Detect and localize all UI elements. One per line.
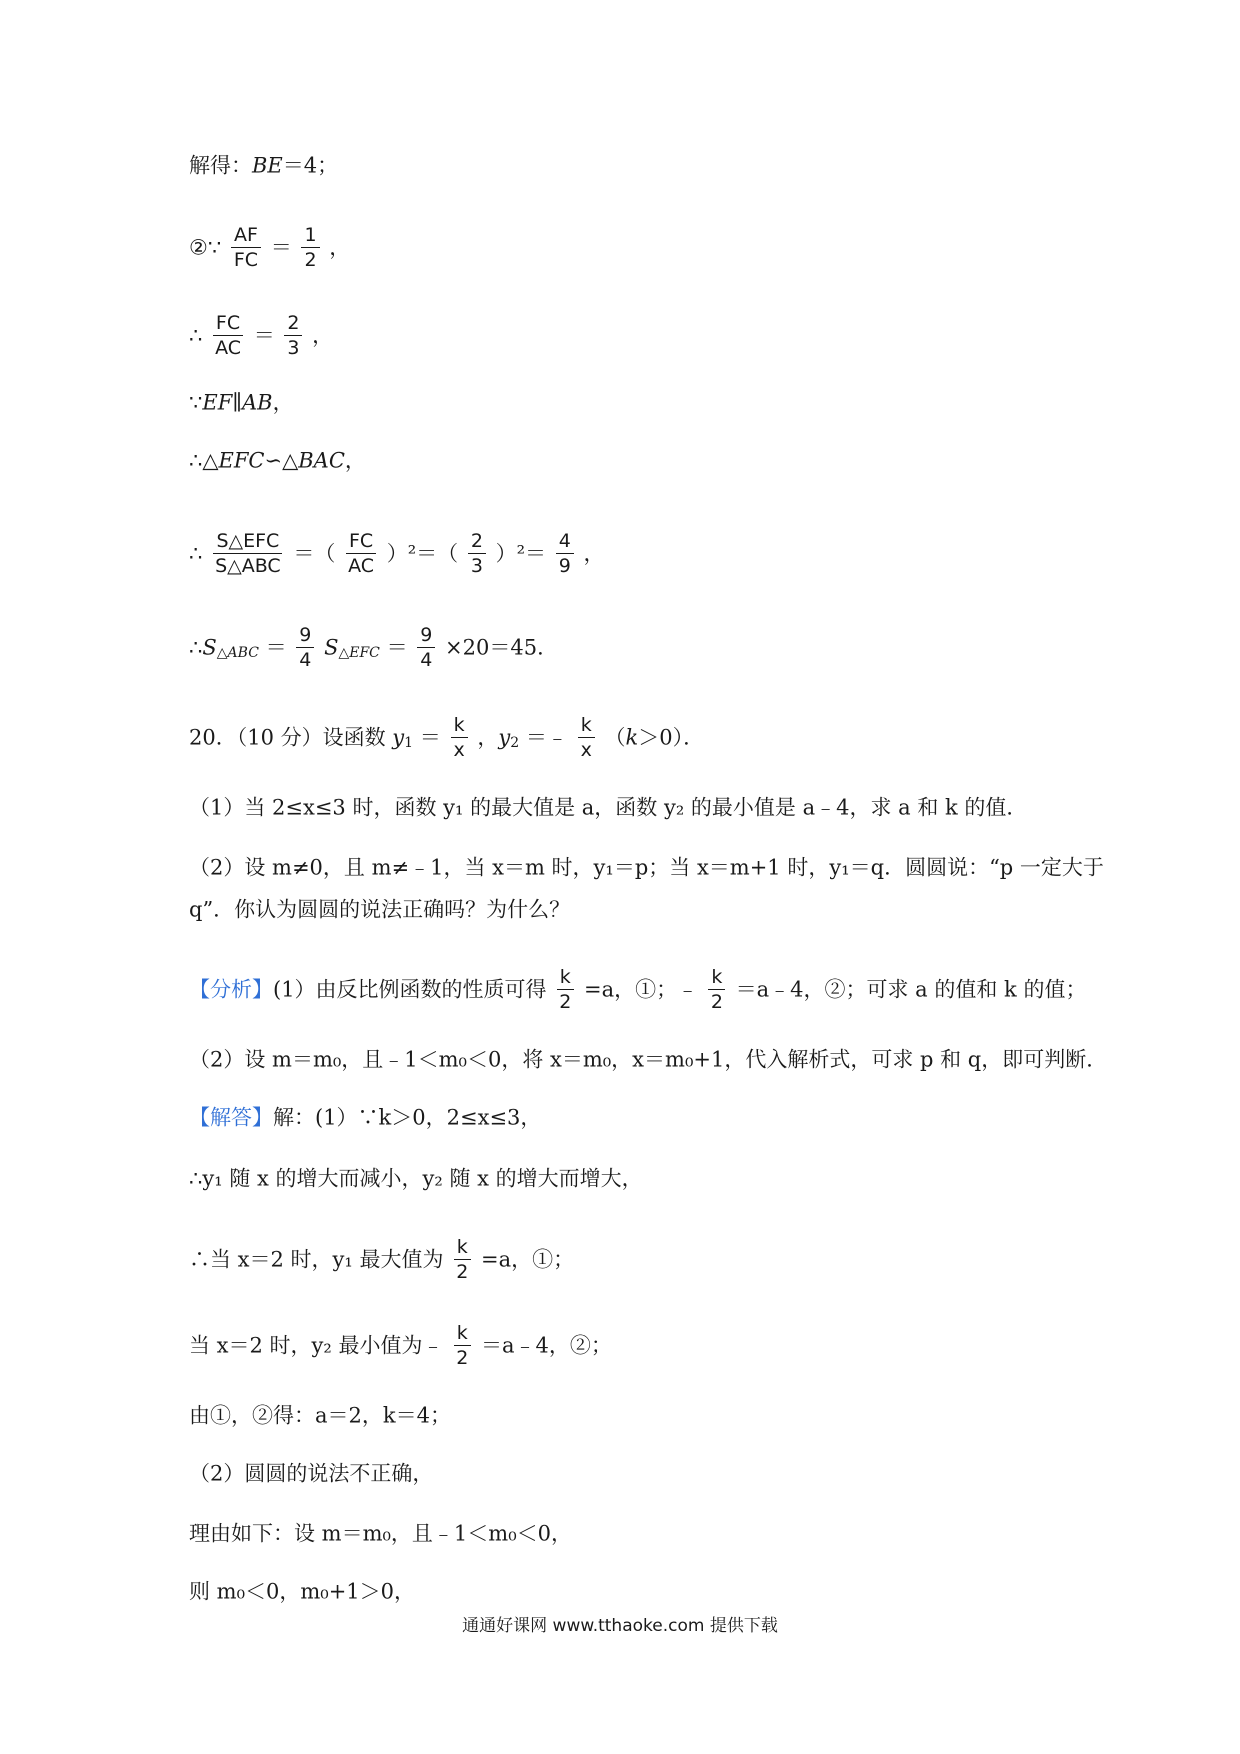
analysis-tag: 【分析】 xyxy=(189,977,273,1002)
fraction xyxy=(468,530,486,577)
numerator: k xyxy=(451,714,468,738)
text: 当 x＝2 时，y₂ 最小值为﹣ xyxy=(189,1333,444,1358)
denominator: FC xyxy=(233,249,259,271)
text: ）²＝ xyxy=(495,541,547,566)
text: ＝ xyxy=(270,235,292,260)
numerator: k xyxy=(708,966,725,990)
text: ∴当 x＝2 时，y₁ 最大值为 xyxy=(189,1247,444,1272)
text: ）²＝（ xyxy=(386,541,459,566)
ratio-fc-ac-line xyxy=(189,312,333,359)
similar-triangles-line xyxy=(189,445,366,475)
question-part-2-line-1 xyxy=(189,852,1104,882)
text: ＝a﹣4，②；可求 a 的值和 k 的值； xyxy=(735,977,1087,1002)
text: 则 m₀＜0，m₀+1＞0， xyxy=(189,1579,416,1604)
analysis-part-1 xyxy=(189,966,1086,1013)
area-result-line xyxy=(189,624,558,671)
text: ∴ xyxy=(189,635,203,660)
text: ＝4； xyxy=(282,153,339,178)
text: ②∵ xyxy=(189,235,222,260)
numerator: k xyxy=(557,966,574,990)
text: 解得： xyxy=(189,153,252,178)
text: ＝ xyxy=(265,635,287,660)
question-20-heading xyxy=(189,714,704,761)
denominator: AC xyxy=(348,555,375,577)
parallel-line xyxy=(189,387,294,417)
numerator: 4 xyxy=(556,530,574,554)
text: ＝ xyxy=(419,725,441,750)
solution-tag: 【解答】 xyxy=(189,1105,273,1130)
text: ， xyxy=(583,541,605,566)
part-2-conclusion xyxy=(189,1458,433,1488)
text: （2）设 m＝m₀，且﹣1＜m₀＜0，将 x＝m₀，x＝m₀+1，代入解析式，可求 p 和 q，即可判断． xyxy=(189,1047,1108,1072)
denominator: 2 xyxy=(456,1347,469,1369)
text: (1）由反比例函数的性质可得 xyxy=(273,977,547,1002)
text: （2）圆圆的说法不正确， xyxy=(189,1461,434,1486)
text: 20．（10 分）设函数 xyxy=(189,725,393,750)
text: 解：(1）∵k＞0，2≤x≤3， xyxy=(273,1105,542,1130)
question-part-2-line-2 xyxy=(189,894,570,924)
denominator: AC xyxy=(215,337,241,359)
text: （2）设 m≠0，且 m≠﹣1，当 x＝m 时，y₁＝p；当 x＝m+1 时，y₁＝q．圆圆说：“p 一定大于 xyxy=(189,855,1104,880)
text: ， xyxy=(344,448,366,473)
subscript: △EFC xyxy=(338,645,380,661)
text: EFC xyxy=(218,448,265,473)
numerator: FC xyxy=(346,530,376,554)
text: ＝ xyxy=(253,323,275,348)
fraction xyxy=(578,714,595,761)
text: BAC xyxy=(298,448,345,473)
fraction xyxy=(417,624,435,671)
numerator: k xyxy=(454,1236,471,1260)
text: k xyxy=(625,725,639,750)
fraction xyxy=(284,312,302,359)
fraction xyxy=(556,530,574,577)
fraction xyxy=(453,1236,471,1283)
numerator: 9 xyxy=(417,624,435,648)
denominator: 4 xyxy=(299,649,312,671)
numerator: FC xyxy=(213,312,243,336)
text: 理由如下：设 m＝m₀，且﹣1＜m₀＜0， xyxy=(189,1521,572,1546)
ratio-af-fc-line xyxy=(189,224,350,271)
text: ＝（ xyxy=(293,541,336,566)
fraction xyxy=(450,714,467,761)
text: ， xyxy=(312,323,334,348)
text: （ xyxy=(604,725,626,750)
denominator: 3 xyxy=(287,337,300,359)
text: （1）当 2≤x≤3 时，函数 y₁ 的最大值是 a，函数 y₂ 的最小值是 a﹣4，求 a 和 k 的值． xyxy=(189,795,1028,820)
denominator: 3 xyxy=(470,555,483,577)
text: BE xyxy=(252,153,283,178)
text: ∴ xyxy=(189,541,203,566)
numerator: 2 xyxy=(284,312,302,336)
text: ， xyxy=(329,235,351,260)
fraction xyxy=(212,312,244,359)
text: ＝a﹣4，②； xyxy=(480,1333,612,1358)
text: 由①，②得：a＝2，k＝4； xyxy=(189,1403,451,1428)
text: S xyxy=(324,635,339,660)
monotonicity-line xyxy=(189,1163,643,1193)
text: ∴ xyxy=(189,323,203,348)
fraction xyxy=(231,224,261,271)
result-line xyxy=(189,1400,451,1430)
max-value-line xyxy=(189,1236,574,1283)
text: y xyxy=(498,725,511,750)
numerator: 9 xyxy=(296,624,314,648)
text: ×20＝45． xyxy=(445,635,559,660)
denominator: 9 xyxy=(558,555,571,577)
numerator: 2 xyxy=(468,530,486,554)
text: q”．你认为圆圆的说法正确吗？为什么？ xyxy=(189,897,571,922)
text: ＞0）． xyxy=(638,725,705,750)
numerator: AF xyxy=(231,224,261,248)
fraction xyxy=(345,530,377,577)
text: ∵ xyxy=(189,390,203,415)
page-footer: 通通好课网 www.tthaoke.com 提供下载 xyxy=(462,1616,778,1636)
text: y xyxy=(392,725,405,750)
fraction xyxy=(708,966,726,1013)
text: ＝ xyxy=(386,635,408,660)
solution-heading xyxy=(189,1102,541,1132)
text: ， xyxy=(272,390,294,415)
fraction xyxy=(296,624,314,671)
text: ∽△ xyxy=(264,448,299,473)
numerator: k xyxy=(578,714,595,738)
solution-line-be xyxy=(189,150,338,180)
text: S xyxy=(202,635,217,660)
reason-line xyxy=(189,1518,572,1548)
fraction xyxy=(212,530,284,577)
analysis-part-2 xyxy=(189,1044,1107,1074)
fraction xyxy=(301,224,319,271)
area-ratio-line xyxy=(189,530,604,577)
text: ∴△ xyxy=(189,448,219,473)
denominator: 2 xyxy=(559,991,572,1013)
text: ∴y₁ 随 x 的增大而减小，y₂ 随 x 的增大而增大， xyxy=(189,1166,643,1191)
text: EF∥AB xyxy=(202,390,273,415)
subscript: △ABC xyxy=(216,645,259,661)
denominator: 2 xyxy=(304,249,317,271)
subscript: 1 xyxy=(404,735,414,751)
denominator: 4 xyxy=(420,649,433,671)
min-value-line xyxy=(189,1322,612,1369)
fraction xyxy=(453,1322,471,1369)
numerator: k xyxy=(454,1322,471,1346)
inequality-line xyxy=(189,1576,415,1606)
text: ， xyxy=(477,725,499,750)
denominator: 2 xyxy=(710,991,723,1013)
text: =a，①；﹣ xyxy=(584,977,699,1002)
text: ＝﹣ xyxy=(525,725,568,750)
denominator: x xyxy=(580,739,592,761)
numerator: S△EFC xyxy=(213,530,282,554)
denominator: 2 xyxy=(456,1261,469,1283)
fraction xyxy=(556,966,574,1013)
denominator: x xyxy=(453,739,465,761)
numerator: 1 xyxy=(301,224,319,248)
text: =a，①； xyxy=(480,1247,575,1272)
subscript: 2 xyxy=(510,735,520,751)
question-part-1 xyxy=(189,792,1027,822)
denominator: S△ABC xyxy=(215,555,281,577)
